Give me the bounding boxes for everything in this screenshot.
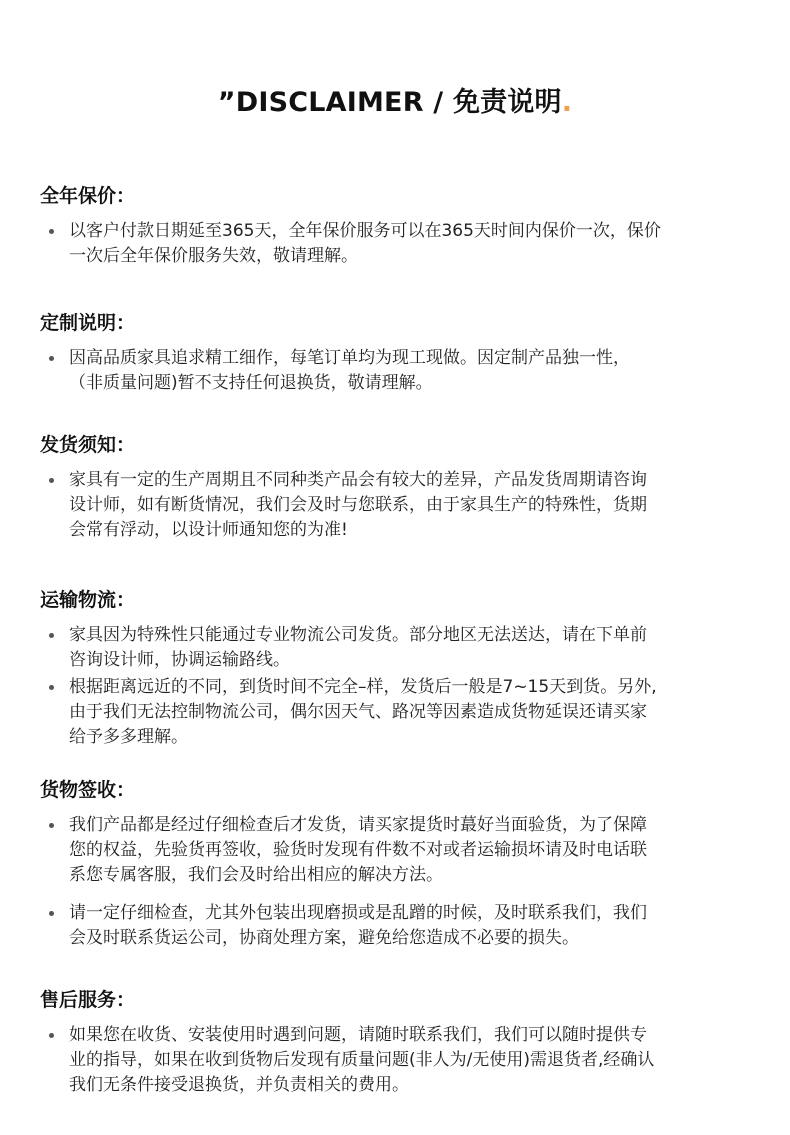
section-price-protection [40,182,765,269]
section-custom-order [40,309,765,396]
bullet-dot-icon [49,823,54,828]
list-item [40,901,765,951]
item-line: 给予多多理解。 [69,727,188,747]
item-line: 设计师，如有断货情况，我们会及时与您联系，由于家具生产的特殊性，货期 [69,495,647,515]
section-after-sales [40,986,765,1098]
list-item [40,219,765,269]
section-heading: 售后服务： [40,989,136,1011]
page-title [0,84,790,122]
section-delivery-receipt [40,776,765,951]
list-item [40,1023,765,1098]
section-heading: 货物签收： [40,779,136,801]
title-accent-dot: . [561,87,573,118]
section-heading: 发货须知： [40,434,136,456]
list-item [40,623,765,673]
bullet-dot-icon [49,229,54,234]
list-item [40,675,765,750]
bullet-dot-icon [49,911,54,916]
list-item [40,468,765,543]
item-line: 我们无条件接受退换货，并负责相关的费用。 [69,1075,409,1095]
list-item [40,813,765,888]
section-heading: 运输物流： [40,589,136,611]
item-line: 一次后全年保价服务失效，敬请理解。 [69,246,358,266]
item-line: 您的权益，先验货再签收，验货时发现有件数不对或者运输损坏请及时电话联 [69,840,647,860]
item-line: 以客户付款日期延至365天，全年保价服务可以在365天时间内保价一次，保价 [69,221,661,241]
item-line: 家具因为特殊性只能通过专业物流公司发货。部分地区无法送达，请在下单前 [69,625,647,645]
item-line: 如果您在收货、安装使用时遇到问题，请随时联系我们，我们可以随时提供专 [69,1025,647,1045]
item-line: 系您专属客服，我们会及时给出相应的解决方法。 [69,865,443,885]
section-heading: 全年保价： [40,185,136,207]
item-line: 因高品质家具追求精工细作，每笔订单均为现工现做。因定制产品独一性， [69,348,630,368]
list-item [40,346,765,396]
item-line: 业的指导，如果在收到货物后发现有质量问题(非人为/无使用)需退货者,经确认 [69,1050,655,1070]
item-line: 咨询设计师，协调运输路线。 [69,650,290,670]
item-line: 会常有浮动，以设计师通知您的为准! [69,520,348,540]
item-line: 请一定仔细检查，尤其外包装出现磨损或是乱蹭的时候，及时联系我们，我们 [69,903,647,923]
item-line: 家具有一定的生产周期且不同种类产品会有较大的差异，产品发货周期请咨询 [69,470,647,490]
page-title-text: ”DISCLAIMER / 免责说明 [217,87,562,118]
item-line: 会及时联系货运公司，协商处理方案，避免给您造成不必要的损失。 [69,928,579,948]
section-logistics [40,586,765,750]
item-line: （非质量问题)暂不支持任何退换货，敬请理解。 [69,373,433,393]
item-line: 根据距离远近的不同，到货时间不完全–样，发货后一般是7~15天到货。另外, [69,677,657,697]
section-shipping-notice [40,431,765,543]
bullet-dot-icon [49,633,54,638]
bullet-dot-icon [49,685,54,690]
bullet-dot-icon [49,1033,54,1038]
bullet-dot-icon [49,478,54,483]
bullet-dot-icon [49,356,54,361]
section-heading: 定制说明： [40,312,136,334]
item-line: 我们产品都是经过仔细检查后才发货，请买家提货时蕞好当面验货，为了保障 [69,815,647,835]
item-line: 由于我们无法控制物流公司，偶尔因天气、路况等因素造成货物延误还请买家 [69,702,647,722]
